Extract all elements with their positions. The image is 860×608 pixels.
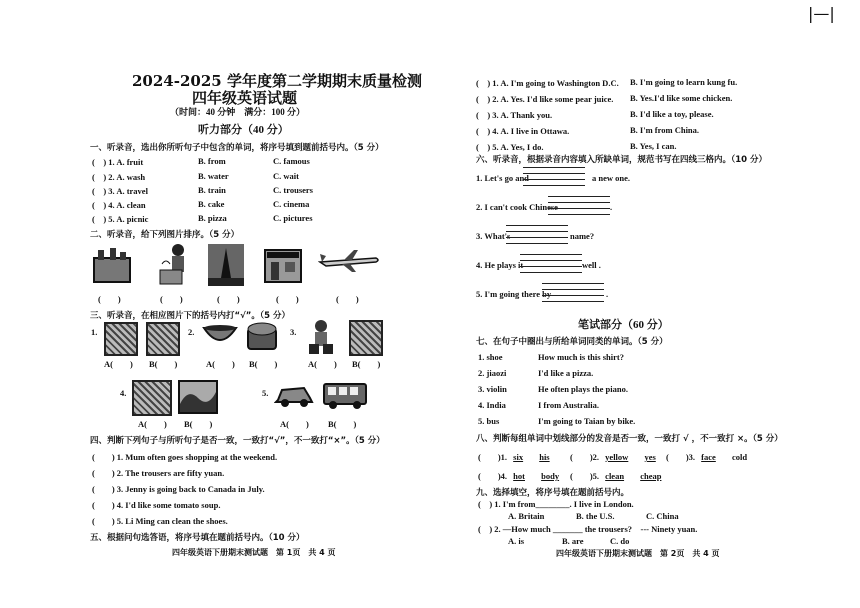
s5-row-1-a: ( ) 1. A. I'm going to Washington D.C. <box>476 78 619 88</box>
s6-row-2-after: . <box>610 202 613 212</box>
s3-num-3: 3. <box>290 327 297 337</box>
s6-row-2-before: 2. I can't cook Chinese <box>476 202 558 212</box>
s6-row-3-after: name? <box>570 231 595 241</box>
s1-row-1-b: B. from <box>198 156 226 166</box>
s5-row-4-b: B. I'm from China. <box>630 125 700 135</box>
s1-row-4-b: B. cake <box>198 199 225 209</box>
s3-label-2a: A( ) <box>206 359 235 369</box>
s2-picture-3 <box>208 244 244 286</box>
s7-sentence-3: He often plays the piano. <box>538 384 628 394</box>
s9-q1-option-b: B. the U.S. <box>576 511 615 521</box>
s6-writing-lines-1[interactable] <box>523 167 585 185</box>
s6-row-1-after: a new one. <box>592 173 631 183</box>
s3-num-4: 4. <box>120 388 127 398</box>
s3-label-5a: A( ) <box>280 419 309 429</box>
s7-word-4: 4. India <box>478 400 506 410</box>
s9-q2-option-c: C. do <box>610 536 630 546</box>
s4-row-3: ( ) 3. Jenny is going back to Canada in July. <box>92 484 265 494</box>
s9-question-1: ( ) 1. I'm from________. I live in London. <box>478 499 634 509</box>
s4-row-4: ( ) 4. I'd like some tomato soup. <box>92 500 221 510</box>
s1-row-3-a: ( ) 3. A. travel <box>92 186 148 196</box>
section8-heading: 八、判断每组单词中划线部分的发音是否一致，一致打 √ ，不一致打 ×。（5 分） <box>476 434 783 444</box>
s7-word-3: 3. violin <box>478 384 507 394</box>
s7-word-5: 5. bus <box>478 416 500 426</box>
s8-item-1-bracket: ( )1. <box>478 452 508 462</box>
s8-item-5-word1: clean <box>605 471 625 481</box>
s7-sentence-2: I'd like a pizza. <box>538 368 594 378</box>
s4-row-5: ( ) 5. Li Ming can clean the shoes. <box>92 516 228 526</box>
s8-item-2-word1: yellow <box>605 452 629 462</box>
s8-item-2 <box>570 451 656 463</box>
s9-question-2: ( ) 2. —How much _______ the trousers? --- Ninety yuan. <box>478 524 698 534</box>
left-page-footer: 四年级英语下册期末测试题 第 1页 共 4 页 <box>172 548 336 557</box>
writing-heading: 笔试部分（60 分） <box>578 319 669 331</box>
s8-item-3-word1: face <box>701 452 716 462</box>
s3-picture-2b <box>246 321 278 351</box>
s5-row-3-b: B. I'd like a toy, please. <box>630 109 714 119</box>
section3-heading: 三、听录音，在相应图片下的括号内打“√”。（5 分） <box>90 311 290 321</box>
s6-writing-lines-2[interactable] <box>548 196 613 214</box>
s6-row-4-before: 4. He plays it <box>476 260 524 270</box>
s3-label-3a: A( ) <box>308 359 337 369</box>
s1-row-4-c: C. cinema <box>273 199 310 209</box>
s8-item-3-word2: cold <box>731 452 748 462</box>
s8-item-5-word2: cheap <box>640 471 662 481</box>
section5-heading: 五、根据问句选答语，将序号填在题前括号内。（10 分） <box>90 533 305 543</box>
s1-row-1-a: ( ) 1. A. fruit <box>92 157 144 167</box>
corner-mark: |—| <box>808 4 835 23</box>
s8-item-3-bracket: ( )3. <box>666 452 696 462</box>
s7-sentence-4: I from Australia. <box>538 400 599 410</box>
s1-row-1-c: C. famous <box>273 156 310 166</box>
s3-num-2: 2. <box>188 327 195 337</box>
s5-row-2-a: ( ) 2. A. Yes. I'd like some pear juice. <box>476 94 614 104</box>
s2-bracket-2: ( ) <box>160 294 183 304</box>
s7-sentence-5: I'm going to Taian by bike. <box>538 416 636 426</box>
s3-picture-4b <box>178 380 218 414</box>
s8-item-4-bracket: ( )4. <box>478 471 508 481</box>
s1-row-2-b: B. water <box>198 171 229 181</box>
s8-item-1-word2: his <box>539 452 550 462</box>
s3-picture-2a <box>202 322 238 350</box>
s9-q2-option-a: A. is <box>508 536 525 546</box>
s1-row-2-c: C. wait <box>273 171 299 181</box>
s2-bracket-1: ( ) <box>98 294 121 304</box>
exam-title: 2024-2025 学年度第二学期期末质量检测 <box>132 72 422 90</box>
section1-heading: 一、听录音，选出你所听句子中包含的单词，将序号填到题前括号内。（5 分） <box>90 143 384 153</box>
s6-row-1-before: 1. Let's go and <box>476 173 529 183</box>
s3-label-5b: B( ) <box>328 419 357 429</box>
s8-item-5 <box>570 470 661 482</box>
s3-label-1b: B( ) <box>149 359 178 369</box>
s4-row-2: ( ) 2. The trousers are fifty yuan. <box>92 468 225 478</box>
s8-item-4-word2: body <box>541 471 560 481</box>
s8-item-5-bracket: ( )5. <box>570 471 600 481</box>
s3-picture-1a <box>104 322 138 356</box>
s5-row-5-b: B. Yes, I can. <box>630 141 677 151</box>
s3-picture-1b <box>146 322 180 356</box>
s6-row-4-after: well . <box>582 260 601 270</box>
s3-picture-3b <box>349 320 383 356</box>
right-page <box>440 0 860 608</box>
section6-heading: 六、听录音，根据录音内容填入所缺单词，规范书写在四线三格内。（10 分） <box>476 155 768 165</box>
s6-row-5-before: 5. I'm going there by <box>476 289 552 299</box>
s1-row-5-c: C. pictures <box>273 213 313 223</box>
s8-item-1-word1: six <box>513 452 524 462</box>
s7-word-1: 1. shoe <box>478 352 503 362</box>
s2-picture-4 <box>263 244 303 284</box>
section9-heading: 九、选择填空，将序号填在题前括号内。 <box>476 488 630 498</box>
s9-q1-option-a: A. Britain <box>508 511 545 521</box>
s3-picture-3a <box>305 318 337 356</box>
listening-heading: 听力部分（40 分） <box>198 124 289 136</box>
s6-row-3-before: 3. What's <box>476 231 511 241</box>
s9-q2-option-b: B. are <box>562 536 584 546</box>
s6-writing-lines-3[interactable] <box>506 225 568 243</box>
s3-picture-5b <box>322 382 368 410</box>
s1-row-3-c: C. trousers <box>273 185 313 195</box>
s2-picture-5 <box>318 248 380 274</box>
s3-num-5: 5. <box>262 388 269 398</box>
s5-row-1-b: B. I'm going to learn kung fu. <box>630 77 738 87</box>
s8-item-2-bracket: ( )2. <box>570 452 600 462</box>
s7-sentence-1: How much is this shirt? <box>538 352 624 362</box>
right-page-footer: 四年级英语下册期末测试题 第 2页 共 4 页 <box>556 549 720 558</box>
s5-row-2-b: B. Yes.I'd like some chicken. <box>630 93 733 103</box>
exam-subtitle: 四年级英语试题 <box>192 89 298 107</box>
s5-row-3-a: ( ) 3. A. Thank you. <box>476 110 553 120</box>
s3-num-1: 1. <box>91 327 98 337</box>
s8-item-2-word2: yes <box>644 452 656 462</box>
s2-bracket-5: ( ) <box>336 294 359 304</box>
s1-row-5-b: B. pizza <box>198 213 227 223</box>
s6-writing-lines-4[interactable] <box>520 254 582 272</box>
s2-bracket-4: ( ) <box>276 294 299 304</box>
s2-picture-1 <box>92 244 132 286</box>
s8-item-4 <box>478 470 559 482</box>
s8-item-4-word1: hot <box>513 471 525 481</box>
s3-picture-4a <box>132 380 172 416</box>
s5-row-4-a: ( ) 4. A. I live in Ottawa. <box>476 126 570 136</box>
s6-row-5-after: . <box>606 289 609 299</box>
s3-label-2b: B( ) <box>249 359 278 369</box>
s1-row-1 <box>92 156 143 168</box>
s3-label-4b: B( ) <box>184 419 213 429</box>
s1-row-2-a: ( ) 2. A. wash <box>92 172 146 182</box>
s9-q1-option-c: C. China <box>646 511 679 521</box>
s5-row-5-a: ( ) 5. A. Yes, I do. <box>476 142 544 152</box>
s4-row-1: ( ) 1. Mum often goes shopping at the weekend. <box>92 452 278 462</box>
section7-heading: 七、在句子中圈出与所给单词同类的单词。（5 分） <box>476 337 668 347</box>
section2-heading: 二、听录音，给下列图片排序。（5 分） <box>90 230 240 240</box>
section4-heading: 四、判断下列句子与所听句子是否一致，一致打“√”，不一致打“×”。（5 分） <box>90 436 385 446</box>
s8-item-3 <box>666 451 747 463</box>
s6-writing-lines-5[interactable] <box>542 283 604 301</box>
time-info: （时间：40 分钟 满分：100 分） <box>170 107 306 117</box>
s1-row-4-a: ( ) 4. A. clean <box>92 200 146 210</box>
s3-label-4a: A( ) <box>138 419 167 429</box>
s3-label-3b: B( ) <box>352 359 381 369</box>
s1-row-5-a: ( ) 5. A. picnic <box>92 214 149 224</box>
s2-picture-2 <box>156 242 192 288</box>
s7-word-2: 2. jiaozi <box>478 368 507 378</box>
s3-picture-5a <box>274 382 314 410</box>
s1-row-3-b: B. train <box>198 185 226 195</box>
s8-item-1 <box>478 451 550 463</box>
s3-label-1a: A( ) <box>104 359 133 369</box>
s2-bracket-3: ( ) <box>217 294 240 304</box>
